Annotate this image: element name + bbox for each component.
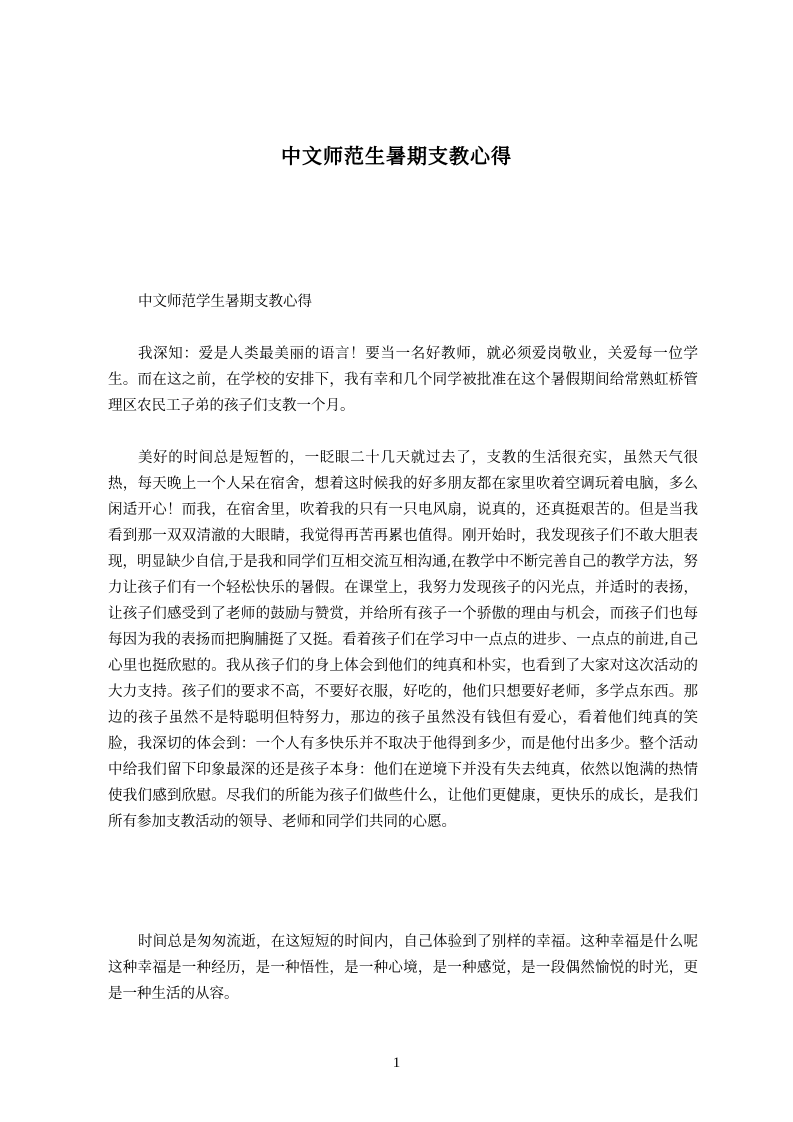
document-subtitle: 中文师范学生暑期支教心得 bbox=[138, 294, 312, 310]
paragraph-conclusion: 时间总是匆匆流逝，在这短短的时间内，自己体验到了别样的幸福。这种幸福是什么呢这种幸福是一种经历，是一种悟性，是一种心境，是一种感觉，是一段偶然愉悦的时光，更是一种生活的从容。 bbox=[108, 934, 698, 1002]
document-title: 中文师范生暑期支教心得 bbox=[281, 144, 512, 168]
paragraph-intro: 我深知：爱是人类最美丽的语言！要当一名好教师，就必须爱岗敬业，关爱每一位学生。而在这之前，在学校的安排下，我有幸和几个同学被批准在这个暑假期间给常熟虹桥管理区农民工子弟的孩子们支教一个月。 bbox=[108, 346, 698, 414]
paragraph-experience: 美好的时间总是短暂的，一眨眼二十几天就过去了，支教的生活很充实，虽然天气很热，每天晚上一个人呆在宿舍，想着这时候我的好多朋友都在家里吹着空调玩着电脑，多么闲适开心！而我，在宿舍里，吹着我的只有一只电风扇，说真的，还真挺艰苦的。但是当我看到那一双双清澈的大眼睛，我觉得再苦再累也值得。刚开始时，我发现孩子们不敢大胆表现，明显缺少自信,于是我和同学们互相交流互相沟通,在教学中不断完善自己的教学方法，努力让孩子们有一个轻松快乐的暑假。在课堂上，我努力发现孩子的闪光点，并适时的表扬，让孩子们感受到了老师的鼓励与赞赏，并给所有孩子一个骄傲的理由与机会，而孩子们也每每因为我的表扬而把胸脯挺了又挺。看着孩子们在学习中一点点的进步、一点点的前进,自己心里也挺欣慰的。我从孩子们的身上体会到他们的纯真和朴实，也看到了大家对这次活动的大力支持。孩子们的要求不高，不要好衣服，好吃的，他们只想要好老师，多学点东西。那边的孩子虽然不是特聪明但特努力，那边的孩子虽然没有钱但有爱心，看着他们纯真的笑脸，我深切的体会到：一个人有多快乐并不取决于他得到多少，而是他付出多少。整个活动中给我们留下印象最深的还是孩子本身：他们在逆境下并没有失去纯真，依然以饱满的热情使我们感到欣慰。尽我们的所能为孩子们做些什么，让他们更健康，更快乐的成长，是我们所有参加支教活动的领导、老师和同学们共同的心愿。 bbox=[108, 450, 698, 830]
page-number: 1 bbox=[392, 1055, 401, 1071]
